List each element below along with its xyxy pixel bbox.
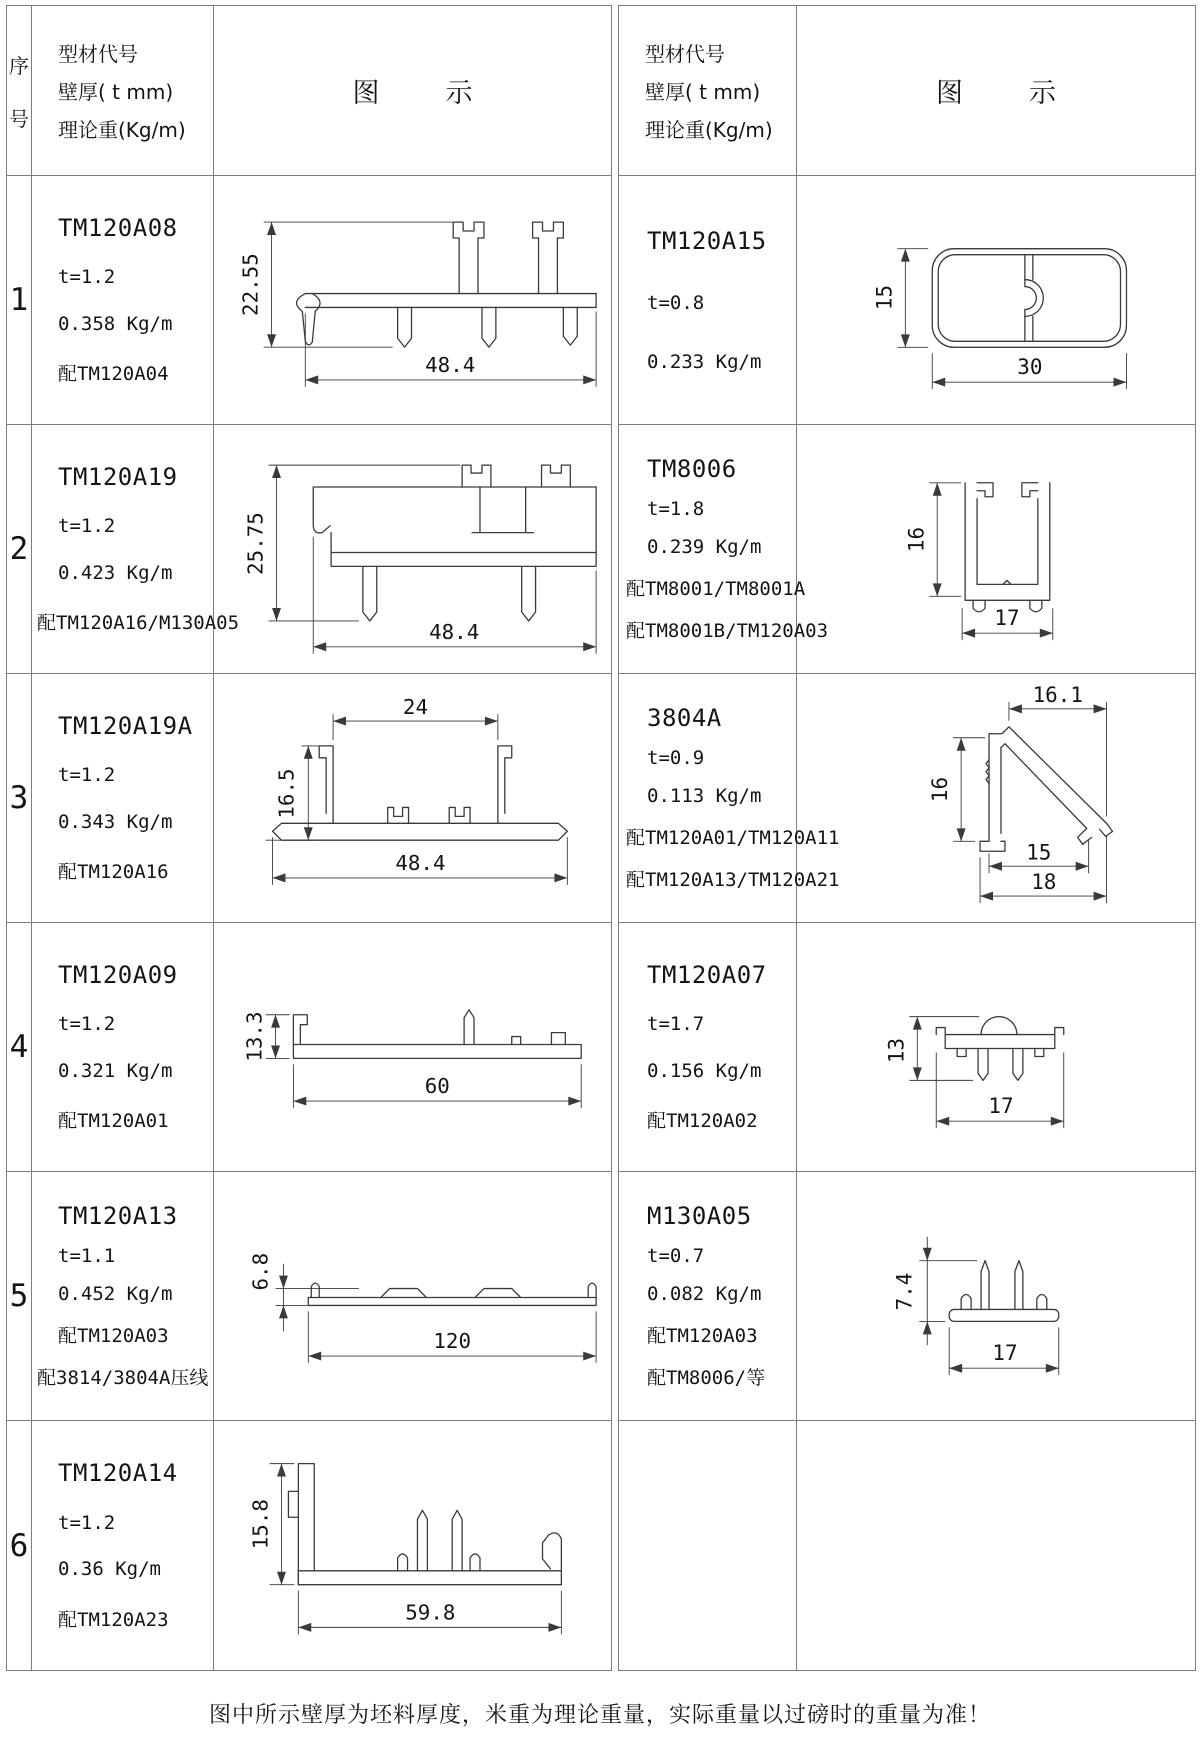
unit-weight: 0.113 Kg/m	[647, 784, 762, 807]
wall-thickness: t=1.2	[58, 266, 116, 289]
profile-drawing	[214, 425, 611, 674]
header-figure-column	[797, 6, 1195, 176]
profile-code: 3804A	[647, 703, 722, 732]
matching-profiles: 配TM120A16/M130A05	[37, 611, 240, 634]
matching-profiles: 配TM120A16	[58, 860, 169, 883]
dim-width-label: 48.4	[425, 352, 476, 377]
profile-drawing-svg	[797, 1172, 1195, 1420]
matching-profiles: 配TM120A04	[58, 362, 169, 385]
footer-note: 图中所示壁厚为坯料厚度，米重为理论重量，实际重量以过磅时的重量为准！	[208, 1703, 991, 1728]
profile-info	[32, 425, 240, 674]
profile-code: TM120A15	[647, 227, 767, 255]
profile-info	[619, 425, 829, 674]
matching-profiles: 配TM8006/等	[647, 1367, 766, 1390]
matching-profiles: 配TM8001B/TM120A03	[626, 620, 829, 643]
profile-code: TM120A09	[58, 961, 178, 990]
header-info-line: 壁厚( t mm)	[645, 80, 761, 104]
dim-height-label: 15.8	[248, 1499, 273, 1550]
wall-thickness: t=0.8	[647, 292, 705, 314]
header-figure-char: 图	[936, 78, 963, 109]
dim-width-label: 48.4	[395, 850, 446, 875]
header-info-column	[32, 6, 214, 176]
dim-top-label: 24	[402, 695, 429, 720]
profile-drawing-svg	[214, 674, 611, 922]
row-seq: 4	[7, 923, 32, 1172]
profile-code: TM120A13	[58, 1201, 178, 1230]
unit-weight: 0.36 Kg/m	[58, 1558, 161, 1581]
profile-code: TM120A19	[58, 463, 178, 492]
wall-thickness: t=1.1	[58, 1245, 116, 1268]
table-left	[6, 5, 612, 1671]
dim-width-label: 60	[424, 1074, 450, 1099]
profile-info	[619, 1172, 797, 1421]
dim-height-label: 16.5	[274, 768, 299, 819]
dim-top-label: 16.1	[1032, 682, 1083, 707]
profile-info	[32, 1421, 214, 1670]
unit-weight: 0.233 Kg/m	[647, 351, 762, 373]
profile-drawing	[214, 1421, 611, 1670]
unit-weight: 0.156 Kg/m	[647, 1059, 762, 1082]
header-info-line: 壁厚( t mm)	[58, 80, 174, 104]
table-right	[618, 5, 1196, 1671]
unit-weight: 0.423 Kg/m	[58, 561, 173, 584]
wall-thickness: t=0.7	[647, 1245, 705, 1268]
matching-profiles: 配TM120A01	[58, 1109, 169, 1132]
matching-profiles: 配TM120A01/TM120A11	[626, 826, 840, 849]
unit-weight: 0.321 Kg/m	[58, 1059, 173, 1082]
header-seq-char-bottom: 号	[9, 106, 29, 131]
header-figure-char: 示	[1029, 78, 1056, 109]
matching-profiles: 配TM8001/TM8001A	[626, 577, 806, 600]
dim-width1-label: 15	[1026, 840, 1052, 865]
matching-profiles: 配TM120A23	[58, 1608, 169, 1631]
row-seq: 6	[7, 1421, 32, 1670]
header-figure-char: 示	[445, 78, 473, 109]
profile-drawing	[797, 923, 1195, 1172]
dim-width-label: 48.4	[429, 619, 480, 644]
header-figure-char: 图	[352, 78, 380, 109]
dim-height-label: 13.3	[242, 1011, 267, 1062]
row-seq: 2	[7, 425, 32, 674]
profile-drawing-svg	[797, 923, 1195, 1171]
matching-profiles: 配TM120A03	[647, 1324, 758, 1347]
profile-info	[619, 923, 797, 1172]
wall-thickness: t=0.9	[647, 747, 705, 770]
header-figure-column	[214, 6, 611, 176]
header-info-line: 理论重(Kg/m)	[645, 118, 773, 142]
profile-drawing	[797, 425, 1195, 674]
header-info-line: 型材代号	[58, 42, 138, 66]
wall-thickness: t=1.2	[58, 764, 116, 787]
dim-width-label: 30	[1017, 355, 1043, 380]
profile-code: TM8006	[647, 454, 737, 483]
dim-width-label: 17	[992, 1341, 1018, 1366]
profile-code: TM120A19A	[58, 712, 193, 741]
header-info-line: 型材代号	[645, 42, 725, 66]
profile-drawing	[214, 923, 611, 1172]
profile-info	[32, 1172, 214, 1421]
header-seq-char-top: 序	[9, 53, 29, 78]
dim-height-label: 15	[872, 284, 897, 311]
profile-drawing	[214, 1172, 611, 1421]
profile-drawing-svg	[214, 1421, 611, 1670]
profile-drawing-svg	[797, 425, 1195, 673]
dim-width-label: 120	[433, 1329, 472, 1354]
profile-code: TM120A07	[647, 961, 767, 990]
empty-drawing-cell	[797, 1421, 1195, 1670]
dim-height-label: 16	[928, 776, 953, 803]
dim-width-label: 17	[988, 1094, 1014, 1119]
matching-profiles: 配TM120A13/TM120A21	[626, 869, 840, 892]
profile-info	[619, 176, 797, 425]
header-info-line: 理论重(Kg/m)	[58, 118, 186, 142]
profile-info	[32, 674, 214, 923]
profile-code: TM120A08	[58, 214, 178, 243]
wall-thickness: t=1.8	[647, 498, 705, 521]
empty-info-cell	[619, 1421, 797, 1670]
wall-thickness: t=1.2	[58, 1013, 116, 1036]
profile-info	[32, 923, 214, 1172]
profile-drawing-svg	[214, 1172, 611, 1420]
row-seq: 5	[7, 1172, 32, 1421]
dim-height-label: 25.75	[243, 512, 268, 575]
profile-drawing	[214, 176, 611, 425]
profile-drawing-svg	[214, 425, 611, 673]
unit-weight: 0.358 Kg/m	[58, 312, 173, 335]
unit-weight: 0.082 Kg/m	[647, 1282, 762, 1305]
profile-drawing	[797, 674, 1195, 923]
dim-width-label: 17	[994, 606, 1020, 631]
dim-height-label: 13	[884, 1037, 909, 1064]
wall-thickness: t=1.2	[58, 1511, 116, 1534]
profile-drawing	[797, 1172, 1195, 1421]
wall-thickness: t=1.2	[58, 515, 116, 538]
profile-drawing	[797, 176, 1195, 425]
profile-drawing-svg	[797, 674, 1195, 922]
matching-profiles: 配TM120A03	[58, 1324, 169, 1347]
profile-code: M130A05	[647, 1201, 752, 1230]
row-seq: 3	[7, 674, 32, 923]
dim-height-label: 7.4	[892, 1272, 917, 1311]
unit-weight: 0.239 Kg/m	[647, 535, 762, 558]
profile-code: TM120A14	[58, 1459, 178, 1488]
header-seq-column	[7, 6, 32, 176]
matching-profiles: 配TM120A02	[647, 1109, 758, 1132]
profile-drawing	[214, 674, 611, 923]
matching-profiles: 配3814/3804A压线	[37, 1367, 209, 1390]
profile-drawing-svg	[214, 176, 611, 424]
dim-width-label: 59.8	[405, 1600, 456, 1625]
profile-drawing-svg	[797, 176, 1195, 424]
unit-weight: 0.343 Kg/m	[58, 810, 173, 833]
profile-info	[619, 674, 840, 923]
dim-height-label: 22.55	[238, 253, 263, 316]
profile-info	[32, 176, 214, 425]
wall-thickness: t=1.7	[647, 1013, 705, 1036]
dim-width2-label: 18	[1031, 870, 1057, 895]
dim-height-label: 16	[904, 526, 929, 553]
row-seq: 1	[7, 176, 32, 425]
profile-drawing-svg	[214, 923, 611, 1171]
unit-weight: 0.452 Kg/m	[58, 1282, 173, 1305]
dim-height-label: 6.8	[248, 1252, 273, 1291]
header-info-column	[619, 6, 797, 176]
